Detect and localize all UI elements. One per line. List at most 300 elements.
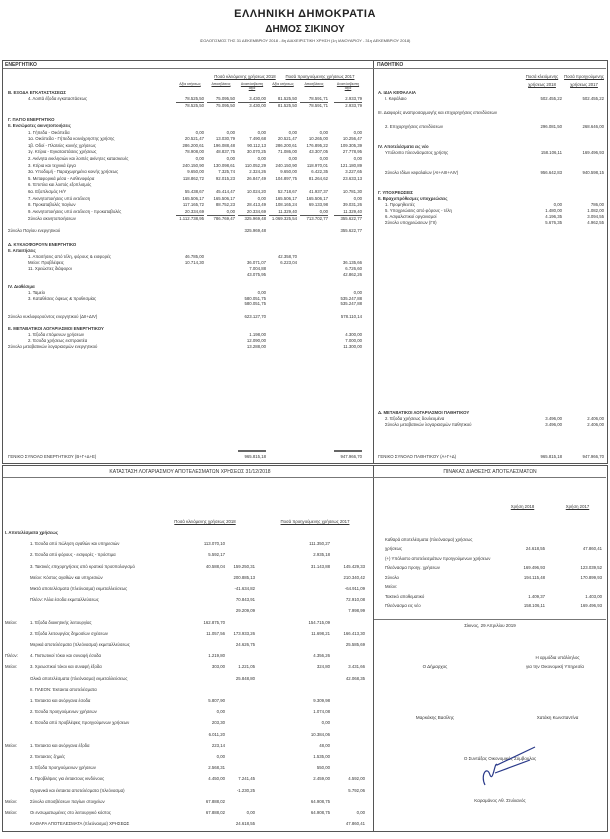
line-item-label: Ι. Κεφάλαιο: [385, 96, 407, 101]
sum-value: 786.769,47: [213, 215, 235, 221]
col-header: Αναπόσβεστη αξία: [240, 82, 264, 90]
subsection-title: ΙΙ. Απαιτήσεις: [8, 247, 36, 253]
line-item-value: 31.143,88: [310, 563, 330, 569]
line-item-value: 0,00: [319, 156, 328, 161]
line-item-value: 165.506,17: [306, 195, 328, 201]
line-item-value: 1.403,00: [585, 593, 602, 599]
line-item-value: 10.714,30: [184, 259, 204, 265]
liab-col-sub: χρήσεως 2018: [528, 82, 556, 87]
line-item-value: 42.068,35: [345, 675, 365, 681]
line-item-value: 25.585,69: [345, 642, 365, 647]
line-item-value: 3.430,00: [249, 96, 266, 101]
line-item-label: Πλέον: Άλλα έσοδα εκμεταλλεύσεως: [30, 597, 99, 603]
row-prefix: Μείον:: [5, 619, 18, 625]
line-item-value: 170.899,93: [580, 574, 602, 580]
line-item-value: 0,00: [195, 156, 204, 161]
line-item-value: 23.633,13: [342, 175, 362, 181]
line-item-value: 11.329,40: [278, 208, 297, 214]
total-value: 4.962,55: [587, 220, 604, 225]
total-label: Σύνολο Ιδίων κεφαλαίων (ΑΙ+ΑΙΙΙ+ΑΙV): [385, 170, 459, 175]
line-item-value: 4.356,26: [313, 653, 330, 659]
line-item-label: 2. Έξοδα χρήσεως δουλευμένα: [385, 416, 445, 421]
line-item-label: 4. Έσοδα από προβλέψεις προηγούμενων χρήσεων: [30, 720, 130, 726]
grand-total-value: 965.815,18: [244, 454, 266, 459]
subsection-title: IV. Διαθέσιμα: [8, 283, 35, 289]
finance-name: Χατάκη Κωνσταντίνα: [536, 715, 579, 720]
line-item-value: 0,00: [321, 720, 330, 726]
finance-title-1: Η αρμόδια υπάλληλος: [535, 655, 580, 660]
country-title: ΕΛΛΗΝΙΚΗ ΔΗΜΟΚΡΑΤΙΑ: [234, 8, 376, 20]
line-item-value: 2.459,00: [313, 776, 330, 782]
total-value: 2.406,00: [587, 422, 604, 427]
line-item-label: 1. Έκτακτα και ανόργανα έσοδα: [30, 698, 91, 703]
line-item-label: 3. Τακτικές επιχορηγήσεις από κρατικό προϋπολογισμό: [30, 563, 135, 569]
subtotal-value: 78.525,50: [184, 103, 204, 108]
line-item-label: Σύνολο αποσβέσεων παγίων στοιχείων: [30, 798, 105, 804]
total-value: 956.642,83: [540, 170, 562, 175]
line-item-value: 240.150,90: [182, 162, 204, 168]
line-item-value: 0,00: [216, 709, 225, 715]
line-item-label: 1. Ταμείο: [28, 289, 46, 295]
line-item-label: Μικτά αποτελέσματα (πλεόνασμα) εκμεταλλεύσεως: [30, 586, 128, 591]
line-item-value: 10.265,00: [308, 136, 328, 142]
section-title: Γ. ΥΠΟΧΡΕΩΣΕΙΣ: [378, 190, 413, 195]
line-item-value: 90.112,13: [247, 142, 266, 148]
line-item-value: 10.781,30: [342, 189, 362, 194]
grand-underline: [334, 450, 362, 452]
line-item-value: 113.070,10: [203, 541, 225, 547]
line-item-value: 580.051,75: [244, 295, 266, 301]
line-item-value: 0,00: [195, 129, 204, 135]
line-item-label: 1α. Οικόπεδα - Γήπεδα κοινόχρηστης χρήσης: [28, 136, 115, 142]
line-item-value: 0,00: [226, 156, 235, 161]
line-item-value: 268.646,00: [582, 124, 604, 129]
accountant-name: Καραμάνος Αθ. Στυλιανός: [474, 798, 526, 803]
line-item-value: 5.592,17: [208, 552, 225, 558]
sum-value: 325.969,48: [244, 215, 266, 221]
line-item-value: 223,14: [211, 742, 225, 748]
line-item-label: 2. Έκτακτες ζημιές: [30, 754, 66, 759]
assets-title: ΕΝΕΡΓΗΤΙΚΟ: [5, 62, 37, 68]
section-title: Ι. Αποτελέσματα χρήσεως: [5, 530, 58, 535]
section-title: Δ. ΜΕΤΑΒΑΤΙΚΟΙ ΛΟΓΑΡΙΑΣΜΟΙ ΠΑΘΗΤΙΚΟΥ: [378, 410, 470, 415]
line-item-label: 1. Απαιτήσεις από τέλη, φόρους & εισφορές: [28, 253, 112, 259]
line-item-value: 4.300,00: [345, 331, 362, 337]
line-item-value: 3.227,65: [345, 169, 362, 175]
line-item-value: 10.024,20: [246, 189, 266, 194]
line-item-value: 30.070,25: [246, 149, 266, 155]
line-item-value: 9.309,98: [313, 698, 330, 703]
assets-liabilities-divider: [373, 60, 374, 463]
line-item-value: 0,00: [226, 208, 235, 214]
line-item-value: 130.098,61: [213, 162, 235, 168]
line-item-value: 11.698,21: [311, 630, 330, 636]
line-item-label: χρήσεως: [385, 546, 403, 551]
line-item-value: 1.219,80: [208, 653, 225, 659]
line-item-value: 0,00: [353, 195, 362, 201]
line-item-label: (+) Υπόλοιπο αποτελεσμάτων προηγούμενων χρήσεων: [385, 555, 491, 561]
line-item-value: 154.715,09: [308, 619, 330, 625]
line-item-label: Τακτικό αποθεματικό: [385, 593, 425, 599]
line-item-value: 72.910,08: [345, 597, 365, 603]
distribution-title: ΠΙΝΑΚΑΣ ΔΙΑΘΕΣΗΣ ΑΠΟΤΕΛΕΣΜΑΤΩΝ: [443, 469, 537, 475]
total-label: Σύνολο υποχρεώσεων (ΓΙΙ): [385, 220, 437, 225]
total-value: 578.110,14: [340, 313, 362, 319]
total-value: 5.676,35: [545, 220, 562, 225]
grand-total-label: ΓΕΝΙΚΟ ΣΥΝΟΛΟ ΕΝΕΡΓΗΤΙΚΟΥ (Β+Γ+Δ+Ε): [8, 454, 97, 459]
line-item-label: 1. Έξοδα επόμενων χρήσεων: [28, 331, 85, 337]
line-item-value: 3.431,66: [348, 664, 365, 670]
line-item-label: 2. Επιχορηγήσεις επενδύσεων: [385, 124, 444, 129]
line-item-value: 303,00: [211, 664, 225, 670]
line-item-value: 29.209,09: [235, 608, 255, 614]
grand-underline: [238, 450, 266, 452]
col-header: Αναπόσβεστη αξία: [336, 82, 360, 90]
line-item-value: 121.180,89: [340, 162, 362, 168]
sum-value: 713.702,77: [306, 215, 328, 221]
line-item-value: 145.429,33: [343, 563, 365, 569]
line-item-value: 12.090,00: [246, 337, 266, 343]
line-item-label: Καθαρά αποτελέσματα (πλεόνασμα) χρήσεως: [385, 536, 473, 542]
line-item-value: 81.264,62: [308, 175, 328, 181]
line-item-value: 176.895,22: [306, 142, 328, 148]
line-item-value: -1.230,25: [236, 787, 255, 793]
line-item-value: 0,00: [257, 195, 266, 201]
line-item-value: 78.591,71: [308, 96, 328, 101]
line-item-label: 9. Ακινητοποιήσεις υπό εκτέλεση - προκαταβολές: [28, 208, 122, 214]
line-item-value: 39.031,26: [342, 202, 362, 208]
line-item-label: 8. Προκαταβολές παγίων: [28, 202, 76, 208]
line-item-value: 78.525,50: [184, 96, 204, 101]
line-item-value: 203,30: [211, 720, 225, 726]
line-item-value: 27.778,95: [342, 149, 362, 155]
line-item-label: 3. Χρεωστικοί τόκοι και συναφή έξοδα: [30, 664, 102, 670]
line-item-value: 81.525,50: [277, 96, 297, 101]
line-item-value: 0,00: [353, 129, 362, 135]
signature-scribble-icon: [475, 745, 545, 790]
line-item-value: 535.247,88: [340, 295, 362, 301]
grand-total-value: 965.815,18: [540, 454, 562, 459]
col-header: Αξία κτήσεως: [179, 82, 201, 86]
line-item-value: 6.223,04: [280, 259, 297, 265]
line-item-label: ΙΙ. ΠΛΕΟΝ: Έκτακτα αποτελέσματα: [30, 686, 97, 692]
line-item-value: 0,00: [246, 810, 255, 815]
line-item-value: 110.052,29: [244, 162, 266, 168]
subtotal-value: 81.525,50: [277, 103, 297, 108]
line-item-value: 286.200,61: [275, 142, 297, 148]
line-item-value: 11.329,40: [343, 208, 362, 214]
line-item-label: 1β. Οδοί - Πλατείες κοινής χρήσεως: [28, 142, 96, 148]
subtotal-value: 75.095,50: [215, 103, 235, 108]
total-label: Σύνολο Παγίου ενεργητικού: [8, 227, 61, 233]
line-item-value: 296.081,50: [540, 124, 562, 129]
line-item-value: 0,00: [356, 810, 365, 815]
line-item-value: 36.071,07: [246, 259, 266, 265]
line-item-label: 2. Ακίνητα εκκλησιών και λοιπές ακίνητες κατασκευές: [28, 156, 129, 161]
line-item-label: Ολικά αποτελέσματα (πλεόνασμα) εκμεταλλεύσεως: [30, 675, 128, 681]
line-item-value: 20.334,69: [246, 208, 266, 214]
subtotal-value: 2.933,79: [345, 103, 362, 108]
line-item-value: 24.626,75: [235, 642, 255, 647]
line-item-value: 40.588,04: [205, 563, 225, 569]
line-item-label: 2. Έσοδα προηγούμενων χρήσεων: [30, 709, 97, 715]
line-item-value: 0,00: [226, 129, 235, 135]
line-item-label: 6α. Εξοπλισμός Η/Υ: [28, 189, 67, 194]
line-item-value: 0,00: [257, 156, 266, 161]
line-item-value: 0,00: [216, 754, 225, 759]
line-item-value: 41.937,37: [308, 189, 328, 194]
section-title: Β. ΕΞΟΔΑ ΕΓΚΑΤΑΣΤΑΣΕΩΣ: [8, 90, 66, 95]
line-item-value: 3.094,55: [587, 214, 604, 219]
line-item-value: 166.413,30: [343, 630, 365, 636]
row-prefix: Μείον:: [5, 664, 18, 670]
line-item-label: 6. Έπιπλα και λοιπός εξοπλισμός: [28, 182, 92, 188]
line-item-value: 0,00: [288, 129, 297, 135]
line-item-label: 4. Πιστωτικοί τόκοι και συναφή έσοδα: [30, 653, 101, 659]
line-item-value: 69.133,98: [308, 202, 328, 208]
line-item-value: 1.409,37: [528, 593, 545, 599]
line-item-value: 6.726,60: [345, 265, 362, 271]
results-distribution-divider: [373, 465, 374, 831]
total-value: 11.300,00: [343, 343, 362, 349]
line-item-value: 7.325,74: [218, 169, 235, 175]
line-item-value: 25.848,80: [235, 675, 255, 681]
line-item-value: 0,00: [319, 208, 328, 214]
subtotal-value: 78.591,71: [308, 103, 328, 108]
line-item-value: 1.480,00: [545, 208, 562, 213]
sum-label: Σύνολο ακινητοποιήσεων: [28, 215, 76, 221]
row-prefix: Μείον:: [5, 742, 18, 748]
line-item-value: 64.908,75: [310, 810, 330, 815]
line-item-value: 7.000,00: [345, 337, 362, 343]
line-item-value: 502.455,22: [582, 96, 604, 101]
line-item-value: 117.165,72: [182, 202, 204, 208]
line-item-value: 1.082,00: [587, 208, 604, 213]
line-item-value: 4.196,35: [545, 214, 562, 219]
line-item-value: 3.496,00: [545, 416, 562, 421]
sum-value: 355.622,77: [340, 215, 362, 221]
line-item-value: 786,00: [590, 202, 604, 207]
line-item-value: 24.618,55: [525, 546, 545, 551]
line-item-value: 158.106,11: [523, 603, 545, 608]
line-item-value: 9.650,00: [187, 169, 204, 175]
total-label: Σύνολο κυκλοφορούντος ενεργητικού (ΔΙΙ+ΔΙV): [8, 313, 98, 319]
line-item-value: 550,00: [316, 765, 330, 771]
line-item-value: 1.074,08: [313, 709, 330, 715]
line-item-label: Πλεόνασμα προηγ. χρήσεων: [385, 565, 440, 570]
line-item-value: 48,00: [319, 742, 330, 748]
municipality-title: ΔΗΜΟΣ ΣΙΚΙΝΟΥ: [265, 24, 345, 35]
line-item-value: 1.535,00: [313, 754, 330, 759]
line-item-value: 36.135,66: [342, 259, 362, 265]
line-item-value: 7.490,68: [249, 136, 266, 142]
subsection-title: ΙΙΙ. Διαφορές αναπροσαρμογής και επιχορηγήσεις επενδύσεων: [378, 110, 498, 115]
line-item-value: 47.860,41: [345, 821, 365, 827]
liab-col-sub: χρήσεως 2017: [570, 82, 598, 87]
line-item-label: Σύνολο: [385, 574, 399, 580]
subsection-title: ΙΙ. Ενσώματες ακινητοποιήσεις: [8, 123, 71, 128]
line-item-value: 162.875,70: [203, 619, 225, 625]
results-col-2018: Ποσά κλειόμενης χρήσεως 2018: [174, 519, 236, 524]
line-item-label: ΚΑΘΑΡΑ ΑΠΟΤΕΛΕΣΜΑΤΑ (πλεόνασμα) ΧΡΗΣΕΩΣ: [30, 821, 130, 827]
mayor-title: Ο Δήμαρχος: [422, 664, 448, 669]
subsection-title: ΙΙ. Βραχυπρόθεσμες υποχρεώσεις: [378, 196, 448, 201]
line-item-label: Μείον: Κόστος αγαθών και υπηρεσιών: [30, 574, 103, 580]
subtotal-value: 42.862,26: [342, 271, 362, 277]
line-item-label: 6. Ασφαλιστικοί οργανισμοί: [385, 214, 437, 219]
total-label: Σύνολο μεταβατικών λογαριασμών παθητικού: [385, 422, 472, 427]
line-item-label: 3α. Υποδομή - Παραχωρημένα κοινής χρήσεως: [28, 169, 119, 175]
balance-sheet-subtitle: ΙΣΟΛΟΓΙΣΜΟΣ ΤΗΣ 31 ΔΕΚΕΜΒΡΙΟΥ 2018 - 8η ΔΙΑΧΕΙΡΙΣΤΙΚΗ ΧΡΗΣΗ (1η ΙΑΝΟΥΑΡΙΟΥ - 31η ΔΕΚΕΜΒΡΙΟΥ 2018): [199, 38, 411, 43]
line-item-value: 2.324,26: [249, 169, 266, 175]
total-value: 325.969,48: [244, 227, 266, 233]
line-item-value: 28.413,49: [246, 202, 266, 208]
line-item-value: 0,00: [257, 129, 266, 135]
col-group-2018: Ποσά κλειόμενης χρήσεως 2018: [214, 74, 276, 79]
line-item-label: 2. Έσοδα χρήσεως εισπρακτέα: [28, 337, 88, 343]
section-title: Ε. ΜΕΤΑΒΑΤΙΚΟΙ ΛΟΓΑΡΙΑΣΜΟΙ ΕΝΕΡΓΗΤΙΚΟΥ: [8, 325, 104, 331]
line-item-value: 71.086,00: [277, 149, 297, 155]
line-item-value: 286.200,61: [182, 142, 204, 148]
line-item-value: 9.650,00: [280, 169, 297, 175]
line-item-value: 2.935,18: [313, 552, 330, 558]
line-item-label: 3. Έξοδα προηγούμενων χρήσεων: [30, 765, 96, 771]
line-item-value: 123.039,52: [580, 565, 602, 570]
line-item-value: 52.718,67: [277, 189, 297, 194]
line-item-label: 11. Χρεώστες διάφοροι: [28, 265, 72, 271]
line-item-value: 169.496,93: [580, 603, 602, 608]
line-item-value: 0,00: [353, 289, 362, 295]
line-item-value: 108.165,24: [275, 202, 297, 208]
dist-col-2018: Χρήση 2018: [510, 504, 535, 509]
line-item-value: 173.933,26: [233, 630, 255, 636]
line-item-value: 20.521,47: [184, 136, 204, 142]
line-item-value: 48.837,75: [215, 149, 235, 155]
col-header: Αποσβέσεις: [304, 82, 324, 86]
line-item-value: 169.496,93: [523, 565, 545, 570]
line-item-value: 92.015,23: [215, 175, 235, 181]
section-title: Γ. ΠΑΓΙΟ ΕΝΕΡΓΗΤΙΚΟ: [8, 117, 55, 122]
line-item-value: 24.618,55: [235, 821, 255, 827]
line-item-value: 0,00: [288, 156, 297, 161]
line-item-value: 0,00: [353, 156, 362, 161]
section-title: Α. ΙΔΙΑ ΚΕΦΑΛΑΙΑ: [378, 90, 417, 95]
line-item-value: 70.843,91: [235, 597, 255, 603]
line-item-value: 111.350,27: [309, 541, 330, 547]
line-item-label: 5. Μεταφορικά μέσα - Ασθενοφόρα: [28, 175, 95, 181]
total-value: 355.622,77: [340, 227, 362, 233]
line-item-label: 1γ. Κτίρια - Εγκαταστάσεις χρήσεως: [28, 149, 97, 155]
grand-total-label: ΓΕΝΙΚΟ ΣΥΝΟΛΟ ΠΑΘΗΤΙΚΟΥ (Α+Γ+Δ): [378, 454, 457, 459]
line-item-value: 6.422,35: [311, 169, 328, 175]
line-item-value: 10.384,06: [310, 731, 330, 737]
line-item-value: 42.358,70: [277, 253, 297, 259]
row-prefix: Μείον:: [5, 810, 18, 815]
line-item-value: 47.860,41: [582, 546, 602, 551]
line-item-value: 165.506,17: [275, 195, 297, 201]
col-header: Αξία κτήσεως: [272, 82, 294, 86]
subtotal-value: 535.247,88: [340, 300, 362, 306]
line-item-value: 55.438,67: [184, 189, 204, 194]
subtotal-value: 43.075,95: [246, 271, 266, 277]
line-item-value: 502.455,22: [540, 96, 562, 101]
line-item-value: 7.241,45: [238, 776, 255, 782]
line-item-value: 2.406,00: [587, 416, 604, 421]
line-item-label: 1. Έξοδα διοικητικής λειτουργίας: [30, 619, 92, 625]
line-item-value: 6.011,20: [208, 731, 225, 737]
place-date: Σίκινος, 29 Απριλίου 2019: [464, 623, 516, 628]
line-item-value: 46.785,00: [184, 253, 204, 259]
line-item-value: 169.496,93: [582, 150, 604, 155]
line-item-value: 159.250,31: [233, 563, 255, 569]
line-item-label: 1. Έκτακτα και ανόργανα έξοδα: [30, 742, 90, 748]
line-item-value: -41.634,82: [234, 586, 255, 591]
subtotal-value: 3.430,00: [249, 103, 266, 108]
line-item-value: 78.908,00: [184, 149, 204, 155]
subsection-title: IV. Αποτελέσματα εις νέο: [378, 144, 429, 149]
line-item-value: 20.521,47: [277, 136, 297, 142]
document-header: [0, 0, 610, 43]
line-item-value: 0,00: [553, 202, 562, 207]
line-item-value: 194.115,48: [523, 574, 545, 580]
total-value: 623.127,70: [244, 313, 266, 319]
line-item-label: 7. Ακινητοποιήσεις υπό εκτέλεση: [28, 195, 91, 201]
line-item-value: 26.847,49: [246, 175, 266, 181]
line-item-label: Μείον: Προβλέψεις: [28, 259, 64, 265]
line-item-label: Μερικά αποτελέσματα (πλεόνασμα) εκμεταλλεύσεως: [30, 642, 130, 647]
line-item-value: 11.057,56: [206, 630, 225, 636]
col-group-2017: Ποσά προηγούμενης χρήσεως 2017: [285, 74, 355, 79]
finance-title-2: για την Οικονομική Υπηρεσία: [526, 664, 584, 669]
total-value: 940.598,15: [582, 170, 604, 175]
total-label: Σύνολο μεταβατικών λογαριασμών ενεργητικού: [8, 343, 98, 349]
line-item-value: 109.305,39: [340, 142, 362, 148]
line-item-value: 118.862,72: [182, 175, 204, 181]
line-item-value: 67.888,02: [205, 810, 225, 815]
line-item-value: 324,80: [316, 664, 330, 670]
line-item-value: 104.897,75: [275, 175, 297, 181]
header-rule: [3, 68, 606, 69]
sum-value: 1.069.325,54: [271, 215, 297, 221]
line-item-label: 2. Έσοδα από φόρους - εισφορές - πρόστιμα: [30, 552, 116, 558]
row-prefix: Μείον:: [5, 798, 18, 804]
line-item-value: -64.911,09: [344, 586, 365, 591]
line-item-value: 88.752,23: [215, 202, 235, 208]
line-item-value: 2.933,79: [345, 96, 362, 101]
line-item-value: 7.004,88: [249, 265, 266, 271]
line-item-label: 3. Κτίρια και τεχνικά έργα: [28, 162, 76, 168]
line-item-label: 1. Προμηθευτές: [385, 202, 415, 207]
line-item-value: 4.592,00: [348, 776, 365, 782]
line-item-value: 13.030,79: [215, 136, 235, 142]
line-item-value: 240.150,90: [275, 162, 297, 168]
line-item-label: Πλεόνασμα εις νέο: [385, 603, 421, 608]
total-value: 13.288,00: [246, 343, 266, 349]
results-title: ΚΑΤΑΣΤΑΣΗ ΛΟΓΑΡΙΑΣΜΟΥ ΑΠΟΤΕΛΕΣΜΑΤΩΝ ΧΡΗΣΕΩΣ 31/12/2018: [109, 469, 271, 475]
row-prefix: Πλέον:: [5, 653, 18, 659]
liabilities-title: ΠΑΘΗΤΙΚΟ: [377, 62, 404, 68]
line-item-value: 0,00: [257, 289, 266, 295]
liab-col-2017: Ποσά προηγούμενης: [564, 74, 604, 79]
line-item-value: 75.095,50: [215, 96, 235, 101]
line-item-value: 0,00: [319, 129, 328, 135]
results-header-rule: [3, 477, 606, 478]
line-item-value: 5.792,06: [348, 787, 365, 793]
total-value: 3.496,00: [545, 422, 562, 427]
line-item-value: 2.568,31: [208, 765, 225, 771]
line-item-value: 165.506,17: [213, 195, 235, 201]
line-item-value: 7.998,99: [348, 608, 365, 614]
